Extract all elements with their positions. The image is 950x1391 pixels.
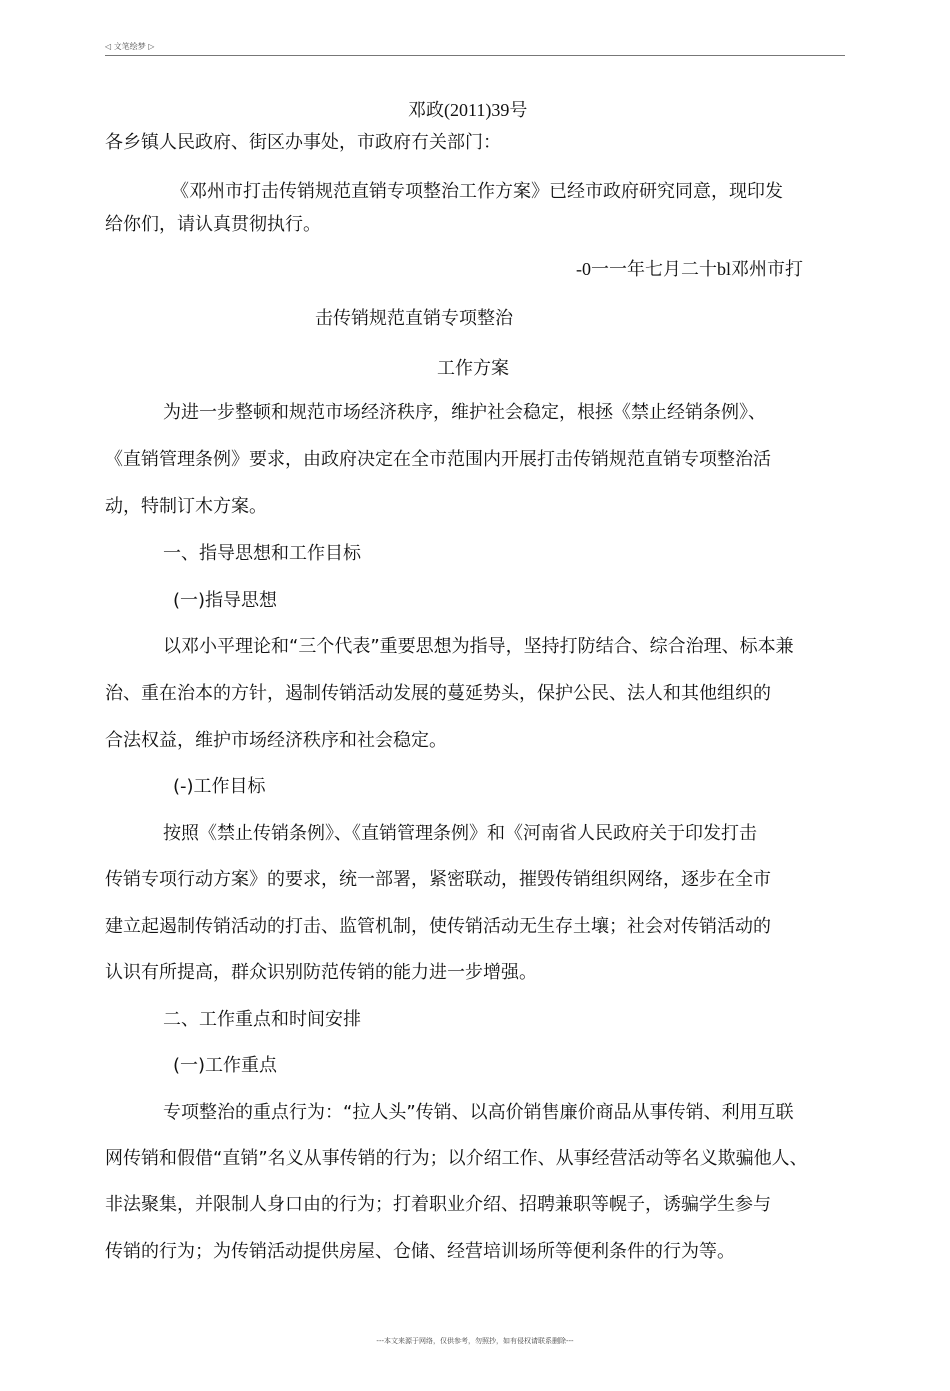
body-line: 传销专项行动方案》的要求，统一部署，紧密联动，摧毁传销组织网络，逐步在全市: [105, 869, 771, 890]
body-line: 《直销管理条例》要求，由政府决定在全市范围内开展打击传销规范直销专项整治活: [105, 449, 771, 470]
body-line: 非法聚集，并限制人身口由的行为；打着职业介绍、招聘兼职等幌子，诱骗学生参与: [105, 1194, 771, 1215]
body-line: 按照《禁止传销条例》、《直销管理条例》和《河南省人民政府关于印发打击: [163, 823, 757, 844]
body-line: 传销的行为；为传销活动提供房屋、仓储、经营培训场所等便利条件的行为等。: [105, 1241, 735, 1262]
body-line: 为进一步整顿和规范市场经济秩序，维护社会稳定，根拯《禁止经销条例》、: [163, 402, 766, 423]
body-line: 专项整治的重点行为：“拉人头”传销、以高价销售廉价商品从事传销、利用互联: [163, 1102, 794, 1123]
body-line: 认识有所提高，群众识别防范传销的能力进一步增强。: [105, 962, 537, 983]
page-header: ◁ 文笔绘梦 ▷: [105, 42, 155, 51]
header-divider: [105, 55, 845, 56]
subsection-heading: (-)工作目标: [173, 776, 266, 797]
body-line: 治、重在治本的方针，遏制传销活动发展的蔓延势头，保护公民、法人和其他组织的: [105, 683, 771, 704]
document-number: 邓政(2011)39号: [408, 100, 528, 120]
addressee: 各乡镇人民政府、街区办事处，市政府冇关部门：: [105, 132, 501, 153]
date-signature: -0一一年七月二十bl邓州市打: [576, 259, 803, 279]
title-line: 击传销规范直销专项整治: [315, 308, 513, 329]
section-heading: 一、指导思想和工作目标: [163, 543, 361, 564]
body-line: 以邓小平理论和“三个代表”重要思想为指导，坚持打防结合、综合治理、标本兼: [163, 636, 794, 657]
subsection-heading: (一)指导思想: [173, 590, 278, 611]
body-line: 合法权益，维护市场经济秩序和社会稳定。: [105, 730, 447, 751]
title-line: 工作方案: [437, 358, 509, 379]
section-heading: 二、工作重点和时间安排: [163, 1009, 361, 1030]
body-line: 网传销和假借“直销”名义从事传销的行为；以介绍工作、从事经营活动等名义欺骗他人、: [105, 1148, 808, 1169]
intro-line: 《邓州市打击传销规范直销专项整治工作方案》已经市政府研究同意，现印发: [171, 181, 783, 202]
page-footer: ---本文来源于网络，仅供参考，勿照抄，如有侵权请联系删除---: [376, 1337, 574, 1345]
body-line: 建立起遏制传销活动的打击、监管机制，使传销活动无生存土壤；社会对传销活动的: [105, 916, 771, 937]
intro-line: 给你们，请认真贯彻执行。: [105, 214, 321, 235]
body-line: 动，特制订木方案。: [105, 496, 267, 517]
subsection-heading: (一)工作重点: [173, 1055, 278, 1076]
